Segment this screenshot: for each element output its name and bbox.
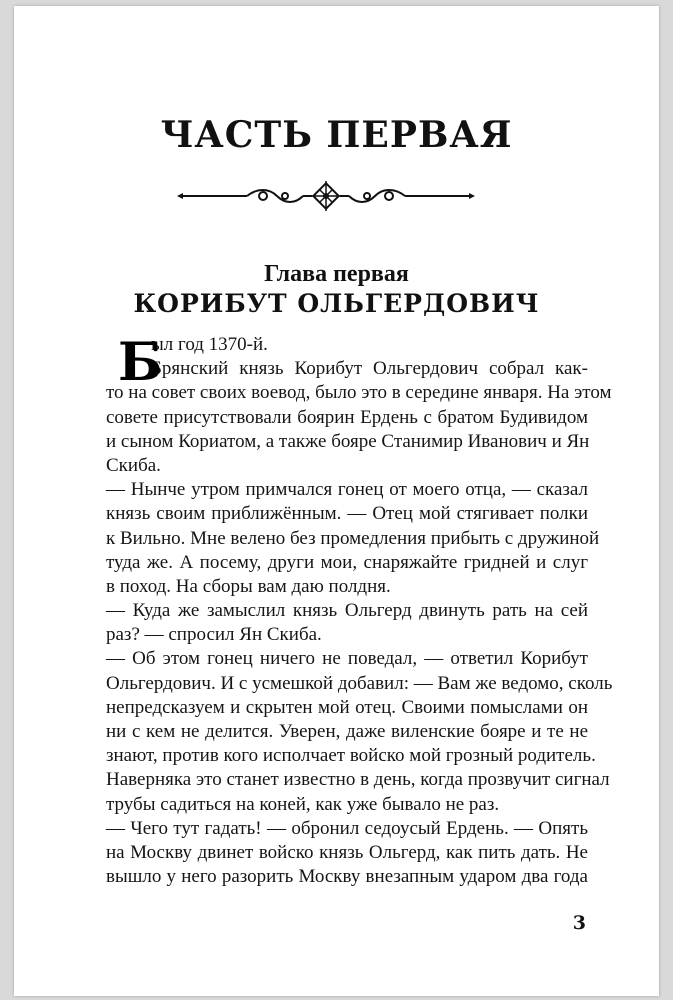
- text-line: — Нынче утром примчался гонец от моего отца, — сказал: [106, 479, 588, 501]
- text-line: знают, против кого исполчает войско мой грозный родитель.: [106, 745, 596, 767]
- text-line: вышло у него разорить Москву внезапным ударом два года: [106, 866, 588, 888]
- text-line: и сыном Кориатом, а также бояре Станимир Иванович и Ян: [106, 430, 590, 452]
- chapter-title: КОРИБУТ ОЛЬГЕРДОВИЧ: [133, 289, 540, 318]
- text-line: — Чего тут гадать! — обронил седоусый Ердень. — Опять: [106, 817, 588, 839]
- text-line: к Вильно. Мне велено без промедления прибыть с дружиной: [106, 527, 600, 549]
- text-line: Ольгердович. И с усмешкой добавил: — Вам же ведомо, сколь: [106, 672, 613, 694]
- text-line: князь своим приближённым. — Отец мой стягивает полки: [106, 503, 588, 525]
- ornament-divider: [177, 178, 475, 214]
- part-title: ЧАСТЬ ПЕРВАЯ: [160, 114, 513, 156]
- text-line: совете присутствовали боярин Ердень с братом Будивидом: [106, 406, 588, 428]
- text-line: раз? — спросил Ян Скиба.: [106, 624, 322, 646]
- page-number: 3: [572, 912, 586, 934]
- text-line: — Куда же замыслил князь Ольгерд двинуть рать на сей: [106, 600, 588, 622]
- text-line: ыл год 1370-й.: [151, 334, 268, 355]
- text-line: Скиба.: [106, 454, 161, 476]
- text-line: на Москву двинет войско князь Ольгерд, как пить дать. Не: [106, 841, 588, 863]
- text-line: Наверняка это станет известно в день, когда прозвучит сигнал: [106, 769, 610, 791]
- text-line: в поход. На сборы вам даю полдня.: [106, 575, 391, 597]
- text-line: туда же. А посему, други мои, снаряжайте гридней и слуг: [106, 551, 588, 573]
- text-line: непредсказуем и скрытен мой отец. Своими помыслами он: [106, 696, 588, 718]
- text-line: — Об этом гонец ничего не поведал, — ответил Корибут: [106, 648, 588, 670]
- text-line: ни с кем не делится. Уверен, даже виленские бояре и те не: [106, 721, 588, 742]
- text-line: Брянский князь Корибут Ольгердович собрал как-: [151, 358, 588, 380]
- text-line: трубы садиться на коней, как уже бывало не раз.: [106, 793, 500, 815]
- drop-cap: Б: [118, 332, 163, 393]
- chapter-text: [106, 332, 613, 889]
- book-page: [14, 6, 659, 996]
- text-line: то на совет своих воевод, было это в середине января. На этом: [106, 382, 612, 404]
- chapter-label: Глава первая: [264, 261, 409, 287]
